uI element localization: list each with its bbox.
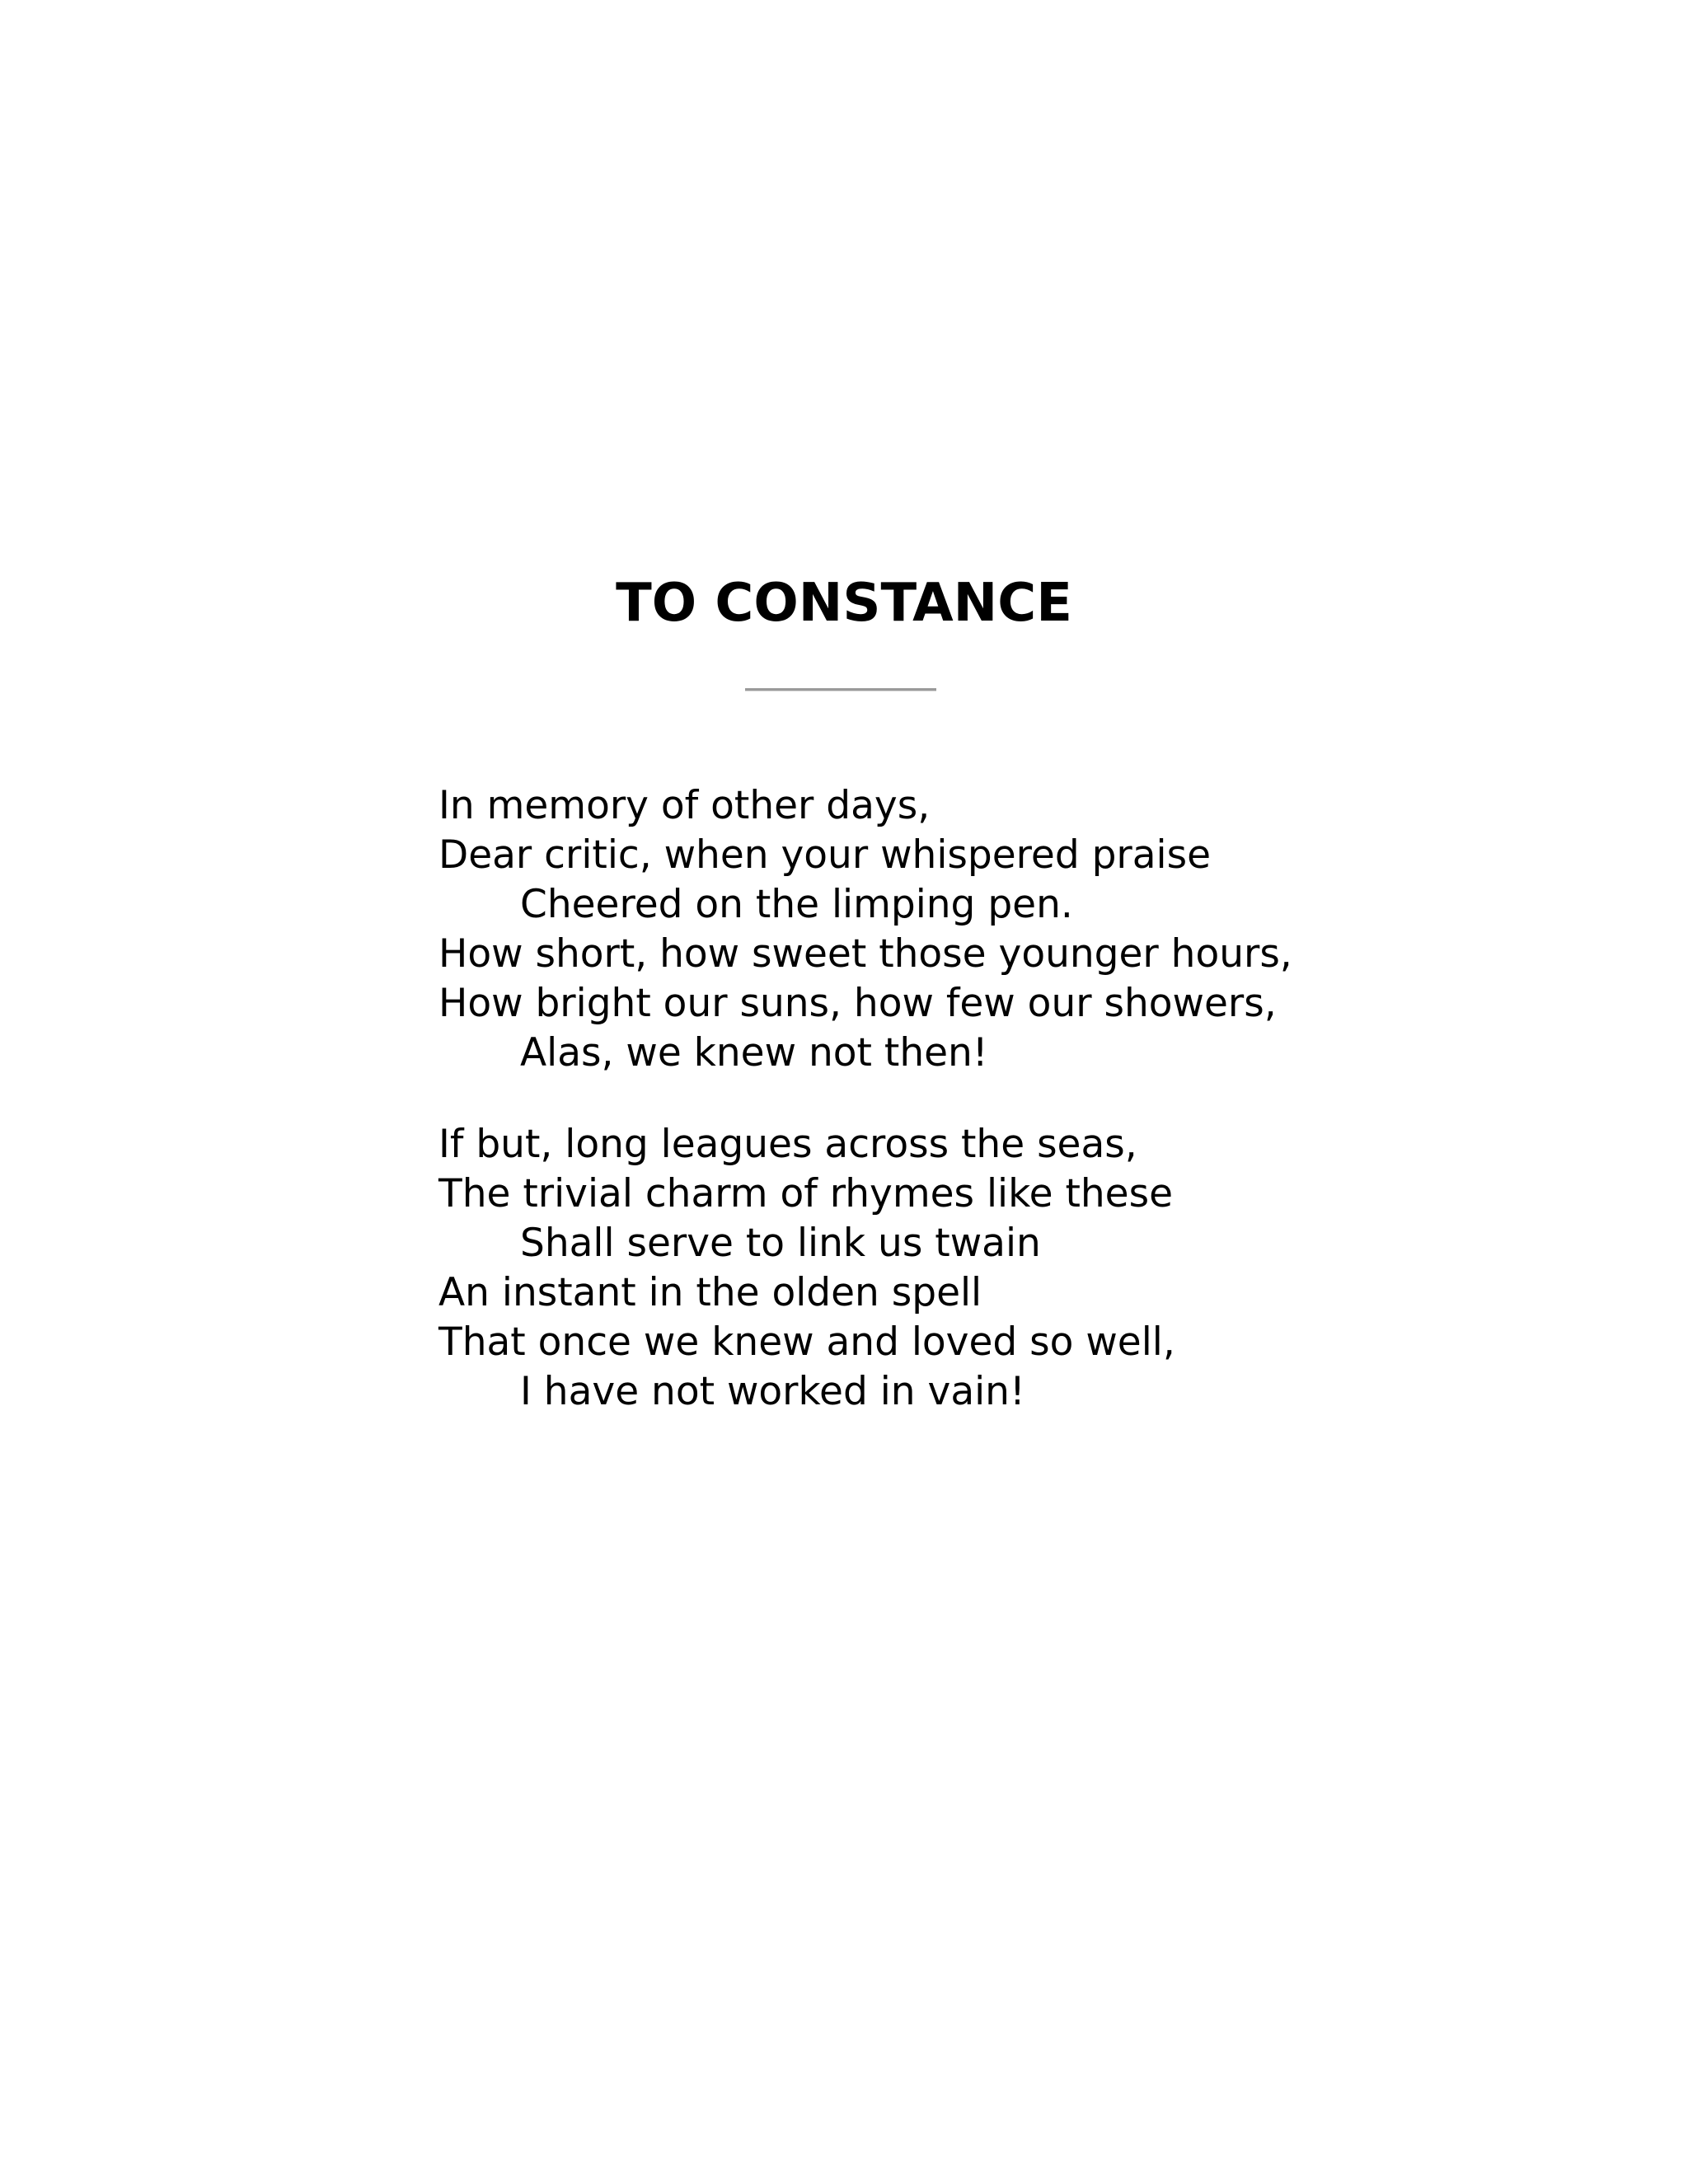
- poem-line: That once we knew and loved so well,: [438, 1319, 1175, 1365]
- poem-line-indented: I have not worked in vain!: [520, 1369, 1025, 1414]
- poem-title: TO CONSTANCE: [616, 573, 1072, 634]
- poem-line: How short, how sweet those younger hours,: [438, 931, 1292, 977]
- poem-line-indented: Shall serve to link us twain: [520, 1221, 1041, 1266]
- stanza-2: [438, 1120, 1175, 1417]
- poem-line: The trivial charm of rhymes like these: [438, 1171, 1174, 1216]
- poem-line-indented: Alas, we knew not then!: [520, 1030, 988, 1076]
- poem-line: How bright our suns, how few our showers,: [438, 981, 1277, 1026]
- poem-line: If but, long leagues across the seas,: [438, 1122, 1137, 1167]
- poem-line-indented: Cheered on the limping pen.: [520, 882, 1073, 927]
- stanza-1: [438, 781, 1292, 1078]
- poem-line: Dear critic, when your whispered praise: [438, 832, 1212, 878]
- title-divider: [745, 688, 936, 691]
- poem-line: In memory of other days,: [438, 783, 931, 828]
- poem-line: An instant in the olden spell: [438, 1270, 982, 1315]
